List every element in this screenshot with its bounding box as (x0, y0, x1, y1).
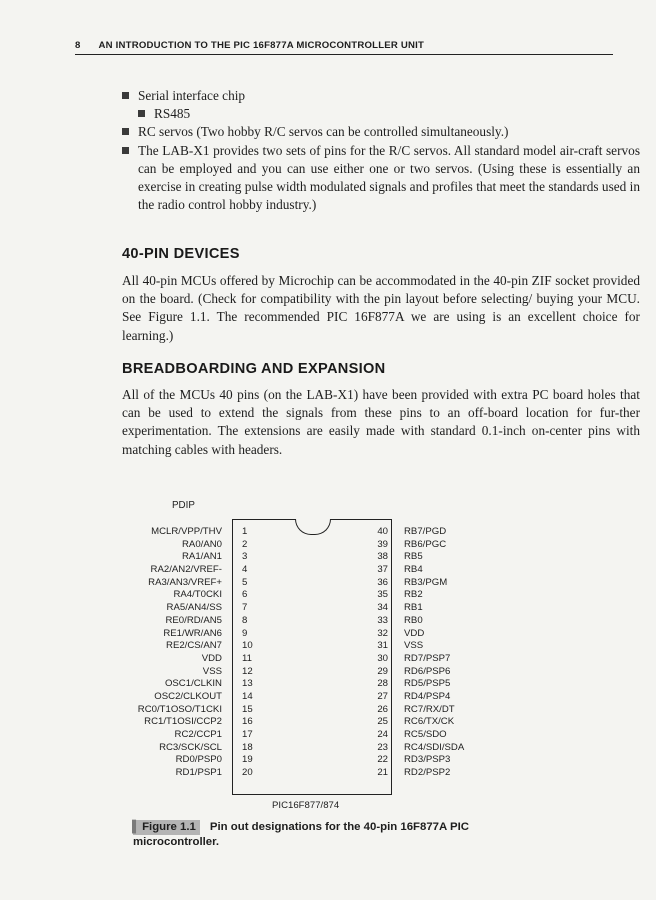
left-pin-numbers (242, 526, 266, 780)
bullet-text: RS485 (154, 106, 191, 122)
right-pin-name-28: RD5/PSP5 (404, 678, 451, 690)
right-pin-name-37: RB4 (404, 564, 423, 576)
right-pin-num-32: 32 (377, 627, 388, 639)
right-pin-num-24: 24 (377, 729, 388, 740)
right-pin-num-25: 25 (377, 716, 388, 728)
right-pin-name-26: RC7/RX/DT (404, 703, 455, 715)
chip-notch (295, 519, 331, 535)
figure-label-text: Figure 1.1 (142, 821, 196, 833)
right-pin-name-27: RD4/PSP4 (404, 690, 451, 702)
left-pin-name-11: VDD (201, 652, 222, 664)
right-pin-num-28: 28 (377, 678, 388, 690)
right-pin-num-21: 21 (377, 767, 388, 779)
left-pin-num-4: 4 (242, 564, 248, 576)
left-pin-num-11: 11 (242, 652, 252, 664)
right-pin-num-38: 38 (377, 551, 388, 563)
left-pin-name-3: RA1/AN1 (182, 551, 222, 563)
left-pin-name-4: RA2/AN2/VREF- (150, 564, 222, 576)
right-pin-num-30: 30 (377, 652, 388, 664)
left-pin-name-1: MCLR/VPP/THV (151, 526, 222, 537)
right-pin-name-35: RB2 (404, 589, 423, 601)
right-pin-num-35: 35 (377, 589, 388, 601)
left-pin-num-10: 10 (242, 640, 253, 652)
right-pin-name-31: VSS (404, 640, 424, 652)
left-pin-num-15: 15 (242, 703, 253, 715)
left-pin-name-5: RA3/AN3/VREF+ (148, 576, 222, 588)
left-pin-num-6: 6 (242, 589, 248, 601)
right-pin-names (404, 526, 504, 780)
section-heading-40-pin-devices: 40-PIN DEVICES (122, 246, 240, 262)
right-pin-num-29: 29 (377, 665, 388, 677)
right-pin-num-36: 36 (377, 576, 388, 588)
left-pin-num-9: 9 (242, 627, 248, 639)
right-pin-num-26: 26 (377, 703, 388, 715)
left-pin-num-7: 7 (242, 602, 248, 614)
section-paragraph-40-pin-devices: All 40-pin MCUs offered by Microchip can be accommodated in the 40-pin ZIF socket provided on the board. (Check for compatibility with the pin layout before selecting/ buying your MCU. See Figure 1.1. The recommended PIC 16F877A we are using is an excellent choice for learning.) (122, 273, 640, 343)
left-pin-name-6: RA4/T0CKI (173, 589, 222, 601)
figure-caption (133, 820, 483, 850)
right-pin-numbers (362, 526, 388, 780)
caption-text: Pin out designations for the 40-pin 16F877A PIC microcontroller. (133, 821, 469, 848)
left-pin-num-8: 8 (242, 614, 248, 626)
bullet-text: The LAB-X1 provides two sets of pins for the R/C servos. All standard model air-craft servos can be employed and you can use either one or two servos. (Using these is essentially an exercise in creating pulse width modulated signals and profiles that meet the standards used in the radio control hobby industry.) (138, 142, 640, 213)
right-pin-name-39: RB6/PGC (404, 538, 447, 550)
right-pin-name-29: RD6/PSP6 (404, 665, 451, 677)
left-pin-name-15: RC0/T1OSO/T1CKI (137, 703, 222, 715)
right-pin-name-21: RD2/PSP2 (404, 767, 451, 779)
right-pin-name-36: RB3/PGM (404, 576, 448, 588)
left-pin-name-16: RC1/T1OSI/CCP2 (144, 716, 222, 728)
left-pin-names (120, 526, 222, 780)
right-pin-num-39: 39 (377, 538, 388, 550)
right-pin-num-23: 23 (377, 741, 388, 753)
left-pin-name-7: RA5/AN4/SS (166, 602, 222, 614)
left-pin-num-19: 19 (242, 754, 253, 766)
right-pin-name-32: VDD (404, 627, 425, 639)
package-label: PDIP (172, 500, 195, 511)
left-pin-name-10: RE2/CS/AN7 (166, 640, 222, 652)
right-pin-name-38: RB5 (404, 551, 423, 563)
bullet-text: RC servos (Two hobby R/C servos can be controlled simultaneously.) (138, 124, 509, 140)
left-pin-name-17: RC2/CCP1 (174, 729, 222, 740)
left-pin-num-16: 16 (242, 716, 253, 728)
figure-label: ▌ Figure 1.1 (133, 820, 200, 835)
left-pin-name-13: OSC1/CLKIN (164, 678, 222, 690)
right-pin-num-22: 22 (377, 754, 388, 766)
right-pin-num-27: 27 (377, 690, 388, 702)
right-pin-name-23: RC4/SDI/SDA (404, 741, 465, 753)
left-pin-num-14: 14 (242, 690, 253, 702)
left-pin-num-1: 1 (242, 526, 248, 537)
right-pin-num-31: 31 (377, 640, 388, 652)
right-pin-name-25: RC6/TX/CK (404, 716, 455, 728)
left-pin-num-5: 5 (242, 576, 248, 588)
left-pin-name-20: RD1/PSP1 (175, 767, 222, 779)
left-pin-num-18: 18 (242, 741, 253, 753)
section-heading-breadboarding: BREADBOARDING AND EXPANSION (122, 361, 386, 377)
right-pin-num-34: 34 (377, 602, 388, 614)
right-pin-num-40: 40 (377, 526, 388, 537)
section-paragraph-breadboarding: All of the MCUs 40 pins (on the LAB-X1) have been provided with extra PC board holes that can be used to extend the signals from these pins to an off-board location for fur-ther experimentation. The extensions are easily made with standard 0.1-inch on-center pins with matching cables with headers. (122, 387, 640, 457)
running-title: AN INTRODUCTION TO THE PIC 16F877A MICROCONTROLLER UNIT (98, 40, 425, 51)
right-pin-name-24: RC5/SDO (404, 729, 447, 740)
left-pin-num-13: 13 (242, 678, 253, 690)
left-pin-name-12: VSS (202, 665, 222, 677)
right-pin-name-33: RB0 (404, 614, 423, 626)
right-pin-num-33: 33 (377, 614, 388, 626)
left-pin-num-12: 12 (242, 665, 253, 677)
left-pin-name-9: RE1/WR/AN6 (163, 627, 222, 639)
left-pin-name-14: OSC2/CLKOUT (154, 690, 222, 702)
left-pin-name-8: RE0/RD/AN5 (165, 614, 222, 626)
left-pin-num-2: 2 (242, 538, 248, 550)
right-pin-name-22: RD3/PSP3 (404, 754, 451, 766)
right-pin-name-40: RB7/PGD (404, 526, 447, 537)
left-pin-num-20: 20 (242, 767, 253, 779)
left-pin-name-18: RC3/SCK/SCL (159, 741, 222, 753)
left-pin-num-3: 3 (242, 551, 248, 563)
right-pin-name-34: RB1 (404, 602, 423, 614)
chip-part-label: PIC16F877/874 (272, 800, 340, 811)
right-pin-num-37: 37 (377, 564, 388, 576)
bullet-text: Serial interface chip (138, 88, 246, 103)
right-pin-name-30: RD7/PSP7 (404, 652, 451, 664)
page-number: 8 (75, 40, 81, 51)
left-pin-num-17: 17 (242, 729, 253, 740)
left-pin-name-2: RA0/AN0 (182, 538, 222, 550)
left-pin-name-19: RD0/PSP0 (175, 754, 222, 766)
